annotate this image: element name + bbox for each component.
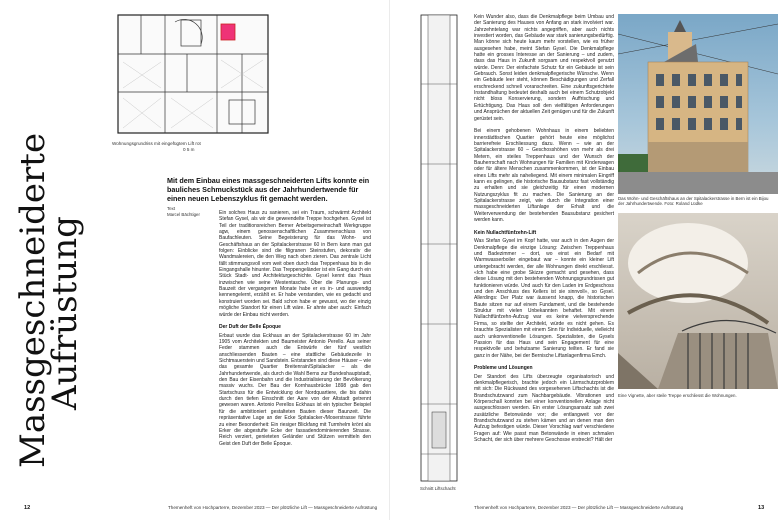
body-paragraph: Bei einem gehobenen Wohnhaus in einem beliebten innerstädtischen Quartier gehört heute eine möglichst barrierefreie Erschliessung dazu. Wenn – wie an der Spitalackerstrasse 60 – Geschosshöhen von mehr als drei Metern, ein steiles Treppenhaus und der Wunsch der Bauherrschaft nach Wohnungen für Familien mit Kinderwagen oder für ältere Menschen zusammenkommen, ist der Einbau eines Lifts mehr als naheliegend. Mit einem minimalen Eingriff kann es gelingen, die historische Bausubstanz fast vollständig zu erhalten und sie gleichzeitig für einen modernen Nutzungszyklus fit zu machen. Die Sanierung an der Spitalackerstrasse zeigt, wie durch die Integration einer massgeschneiderten Liftanlage der Erhalt und die Weiterverwendung der bestehenden Bausubstanz gesichert werden kann. <box>474 128 614 224</box>
body-paragraph: Kein Wunder also, dass die Denkmalpflege beim Umbau und der Sanierung des Hauses von Anfang an stark involviert war. Jahrzehntelang war nichts angegriffen, aber auch nichts investiert worden, das Gebäude war stark sanierungsbedürftig. Man könne sich heute kaum mehr vorstellen, wie es früher ausgesehen habe, meint Stefan Gysel. Die Denkmalpflege hatte ein grosses Interesse an der Sanierung – und zudem, dass das Haus in Zukunft sorgsam und respektvoll genutzt würde. Denn: Der einfachste Schutz für ein Gebäude ist sein Gebrauch. Sonst leiden denkmalpflegerische Wünsche. Wenn ein Gebäude leer steht, können Beschädigungen und Zerfall erschreckend schnell voranschreiten. Eine zukunftsgerichtete Instandhaltung bedeutet deshalb auch bei einem Schutzobjekt nicht bloss Konservierung, sondern Auffrischung und Ertüchtigung. Das Haus soll den vielfältigen Anforderungen und Ansprüchen der aktuellen Zeit genügen und für die Zukunft gerüstet sein. <box>474 14 614 122</box>
page-number: 12 <box>24 505 31 511</box>
folio-text: Themenheft von Hochparterre, Dezember 2023 — Der plötzliche Lift — Massgeschneiderte Aufrüstung <box>168 505 378 510</box>
byline <box>167 206 200 218</box>
headline <box>13 88 85 478</box>
shaft-caption: Schnitt Liftschacht <box>420 486 456 491</box>
plan-caption: Wohnungsgrundriss mit eingefügtem Lift rot <box>112 141 201 146</box>
byline-author: Marcel Bächtiger <box>167 212 200 217</box>
subhead: Kein Nullachtfünfzehn-Lift <box>474 230 537 236</box>
subhead: Probleme und Lösungen <box>474 365 533 372</box>
body-paragraph: Was Stefan Gysel im Kopf hatte, war auch in den Augen der Denkmalpflege die einzige Lösung: Zwischen Treppenhaus und Badezimmer – dort, wo einst ein Bedarf mit Warmwasserboiler eingebaut war – konnte ein kleiner Lift untergebracht werden, der alle Wohnungen direkt erschliesst. «Ich habe eine grobe Skizze gemacht und gesehen, dass diese Lösung mit den bestehenden Wohnungsgrundrissen gut funktionieren würde. Und auch für den Laden im Erdgeschoss und den Anschluss des Kellers ist sie sinnvoll», so Gysel. Allerdings: Der Platz war äusserst knapp, die historischen Baute sitzen nur auf einem Fundament, und die bestehende Struktur mit vielen Unbekannten behaftet. Mit einem Nullachtfünfzehn-Aufzug war es keine vielversprechende Firma, so stellte der Architekt, würde es nicht gehen. Es brauchte Spezialisten mit einem Sinn für Individuelle, vielleicht auch unkonventionelle Lösungen. Spezialisten, die Gysels Passion für das Haus und sein Engagement für eine respektvolle und behutsame Sanierung teilten. Er fand sie ganz in der Nähe, bei der Bernische Liftanlagenfirma Emch. <box>474 238 614 359</box>
staircase-photo <box>618 213 778 389</box>
subhead: Der Duft der Belle Époque <box>219 324 281 331</box>
floor-plan-drawing <box>117 14 269 134</box>
headline-line-2: Aufrüstung <box>45 216 85 410</box>
photo-caption: Das Wohn- und Geschäftshaus an der Spitalackerstrasse in Bern ist ein Bijou der Jahrhundertwende. Foto: Roland Lüdke <box>618 196 769 207</box>
lead-text: Mit dem Einbau eines massgeschneiderten Lifts konnte ein bauliches Schmuckstück aus der Jahrhundertwende für einen neuen Lebenszyklus fit gemacht werden. <box>167 176 370 203</box>
photo-caption: Eine Vignette, aber steile Treppe erschliesst die Wohnungen. <box>618 393 737 398</box>
building-illustration <box>618 14 778 194</box>
byline-label: Text <box>167 206 176 211</box>
right-body-column <box>474 14 614 450</box>
right-page <box>390 0 780 520</box>
page-number: 13 <box>758 505 765 511</box>
staircase-illustration <box>618 213 778 389</box>
lift-shaft-section <box>420 14 458 492</box>
folio-text: Themenheft von Hochparterre, Dezember 2023 — Der plötzliche Lift — Massgeschneiderte Aufrüstung <box>474 505 684 510</box>
left-body-column <box>219 210 371 453</box>
building-photo <box>618 14 778 194</box>
plan-scale: 0 5 m <box>183 147 195 152</box>
body-paragraph: Erbaut wurde das Eckhaus an der Spitalackerstrasse 60 im Jahr 1905 vom Architekten und Baumeister Antonio Perello. Aus seiner Feder stammen auch die Entwürfe der fünf westlich anschliessenden Bauten – eine stattliche Gebäudezeile in Sichtmauerstein und Sandstein. Entstanden sind diese Häuser – wie das gesamte Quartier Breitenrain/Spitalacker – als die Jahrhundertwende, als durch die Wahl Berns zur Bundeshauptstadt, den Bau der Eisenbahn und die Industrialisierung der Bevölkerung massiv wuchs. Der Bau der Kornhausbrücke 1898 gab den Startschuss für die Entwicklung der Nordquartiere, die bis dahin durch den tiefen Einschnitt der Aare von der Altstadt getrennt gewesen waren. Antonio Perellos Eckhaus ist ein typischer Beispiel für die ambitioniert gestalteten Bauten dieser Baunzeit. Die repräsentative Lage an der Ecke Spitalacker-/Moserstrasse führte zu einer Besonderheit: Ein riesiger Blickfang mit Turmhelm krönt als Erker die abgestufte Ecke der fassadendominierenden Strasse. Reich verziert, genieteten Geländer und Stützen vermitteln den Geist den Duft der Belle Époque. <box>219 332 371 447</box>
headline-line-1: Massgeschneiderte <box>13 132 53 468</box>
body-paragraph: Ein solches Haus zu sanieren, sei ein Traum, schwärmt Architekt Stefan Gysel, als wir die geweendelte Treppe hochgehen. Gysel ist Teil der traditionsreichen Berner Arbeitsgemeinschaft Werkgruppe agw, einem genossenschaftlichen Zusammenschluss von Baufachleuten. Seine Begeisterung für das Wohn- und Geschäftshaus an der Spitalackerstrasse 60 in Bern kann man gut folgen: Einblicke sind die filigranen Steinstufen, dekorativ die Wandmalereien, die den Weg nach oben zieren. Das zentrale Licht fällt stimmungsvoll vom weit oben durch das Treppenhaus bis in die Eingangshalle hinunter. Das Treppengeländer ist ein Gang durch ein Stück Stadt- und Architekturgeschichte. Gysel kennt das Haus inzwischen wie seine Westentasche. Über die Planungs- und Bauzeit der vergangenen Monate habe er es in- und auswendig kennengelernt, erzählt er. Er habe verstanden, wie es gedacht und konstruiert worden sei. Bald schon habe er gewusst, wo der einzig mögliche Standort für einen Lift wäre. Er ahnte aber auch: Einfach würde der Einbau nicht werden. <box>219 210 371 318</box>
lift-highlight <box>221 24 235 40</box>
body-paragraph: Der Standort des Lifts überzeugte organisatorisch und denkmalpflegerisch, brachte jedoch ein Lärmschutzproblem mit sich: Die Rückwand des vorgesehenen Liftschachts ist die Brandschutzwand zum Nachbargebäude. Vibrationen und Körperschall konnten bei einer konventionellen Anlage nicht ausgeschlossen werden. Ein erster Lösungsansatz sah zwei zusätzliche Betonwände vor; die entlangweit vor der Brandschutzwand zu stehen kämen und an denen man den Aufzug befestigen würde. Dieser Vorschlag warf verschiedene Fragen auf: Wie passt man Betonwände in einen schmalen Schacht, der sich über mehrere Geschosse erstreckt? Hält der <box>474 373 614 444</box>
